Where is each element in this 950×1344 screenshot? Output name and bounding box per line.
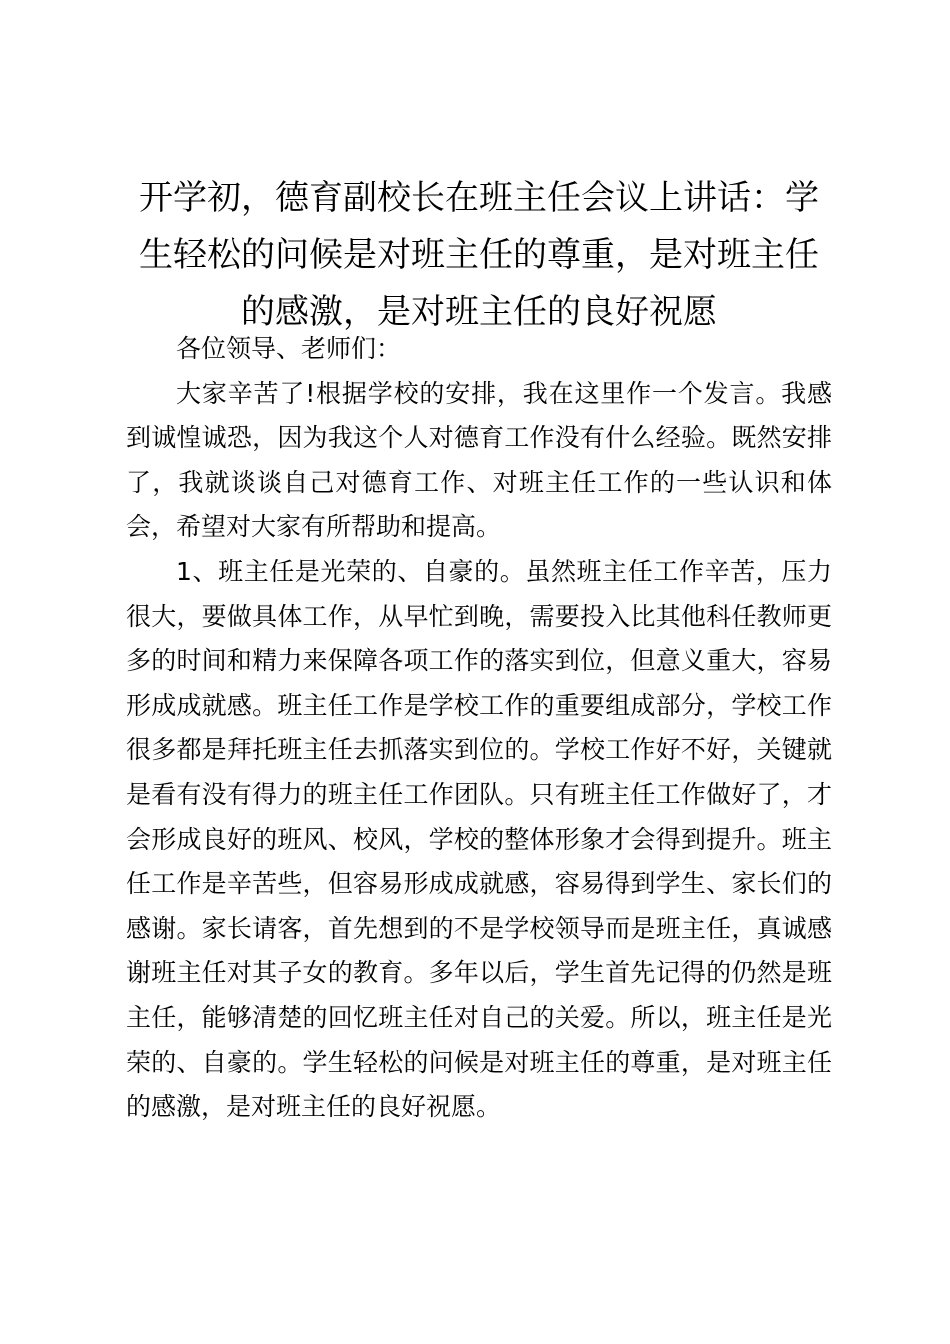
- paragraph-point-1: 1、班主任是光荣的、自豪的。虽然班主任工作辛苦，压力很大，要做具体工作，从早忙到晚，需要投入比其他科任教师更多的时间和精力来保障各项工作的落实到位，但意义重大，容易形成成就感。班主任工作是学校工作的重要组成部分，学校工作很多都是拜托班主任去抓落实到位的。学校工作好不好，关键就是看有没有得力的班主任工作团队。只有班主任工作做好了，才会形成良好的班风、校风，学校的整体形象才会得到提升。班主任工作是辛苦些，但容易形成成就感，容易得到学生、家长们的感谢。家长请客，首先想到的不是学校领导而是班主任，真诚感谢班主任对其子女的教育。多年以后，学生首先记得的仍然是班主任，能够清楚的回忆班主任对自己的关爱。所以，班主任是光荣的、自豪的。学生轻松的问候是对班主任的尊重，是对班主任的感激，是对班主任的良好祝愿。: [126, 556, 832, 1122]
- document-title: 开学初，德育副校长在班主任会议上讲话：学生轻松的问候是对班主任的尊重，是对班主任的感激，是对班主任的良好祝愿: [139, 178, 819, 332]
- paragraph-intro: 大家辛苦了!根据学校的安排，我在这里作一个发言。我感到诚惶诚恐，因为我这个人对德育工作没有什么经验。既然安排了，我就谈谈自己对德育工作、对班主任工作的一些认识和体会，希望对大家有所帮助和提高。: [126, 378, 832, 542]
- document-body: [126, 327, 832, 1130]
- salutation: 各位领导、老师们：: [176, 334, 402, 363]
